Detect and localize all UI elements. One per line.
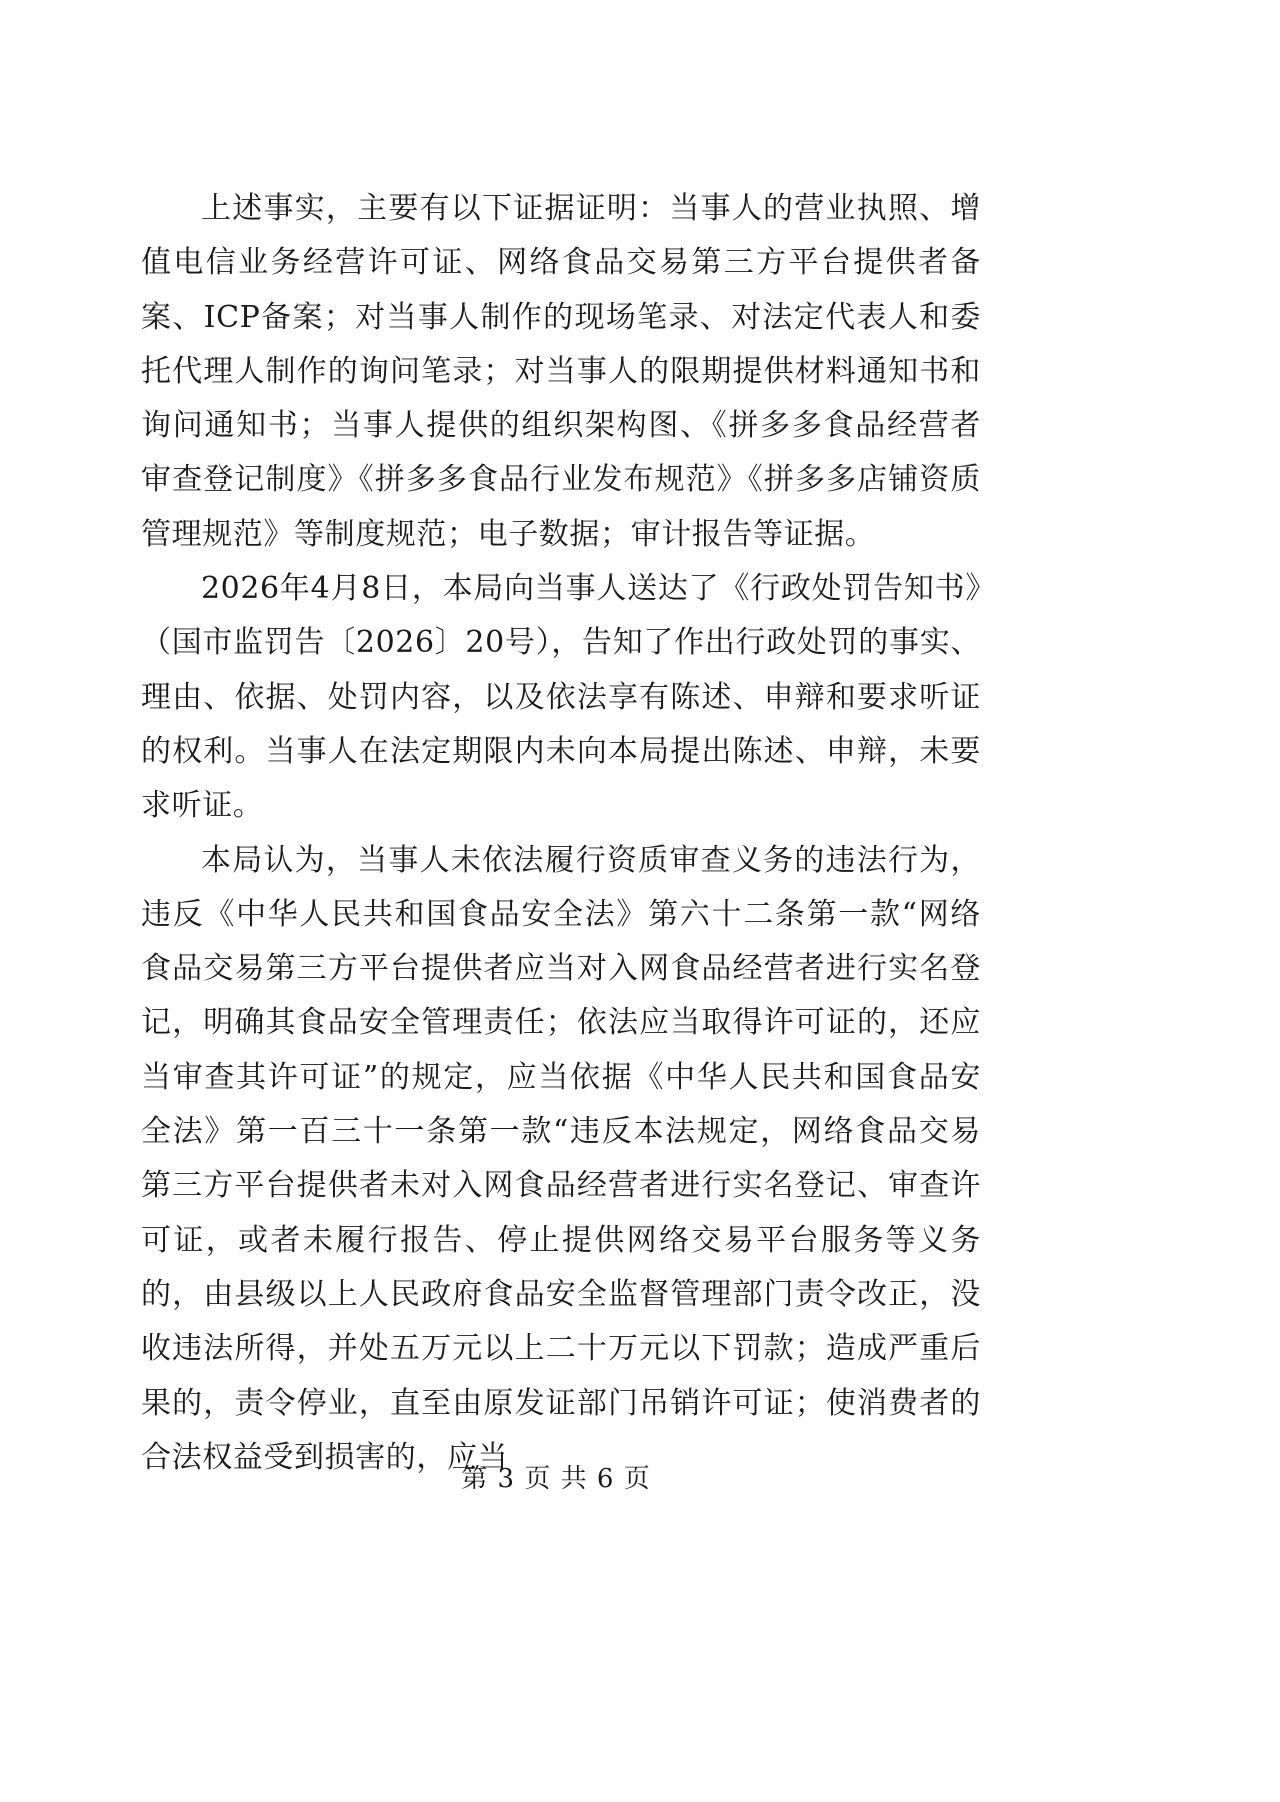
page-number-footer: 第 3 页 共 6 页 xyxy=(461,1464,651,1494)
paragraph-evidence: 上述事实，主要有以下证据证明：当事人的营业执照、增值电信业务经营许可证、网络食品交易第三方平台提供者备案、ICP备案；对当事人制作的现场笔录、对法定代表人和委托代理人制作的询问笔录；对当事人的限期提供材料通知书和询问通知书；当事人提供的组织架构图、《拼多多食品经营者审查登记制度》《拼多多食品行业发布规范》《拼多多店铺资质管理规范》等制度规范；电子数据；审计报告等证据。 xyxy=(141,191,981,552)
paragraph-notification: 2026年4月8日，本局向当事人送达了《行政处罚告知书》（国市监罚告〔2026〕20号），告知了作出行政处罚的事实、理由、依据、处罚内容，以及依法享有陈述、申辩和要求听证的权利。当事人在法定期限内未向本局提出陈述、申辩，未要求听证。 xyxy=(141,571,981,824)
paragraph-legal-analysis: 本局认为，当事人未依法履行资质审查义务的违法行为，违反《中华人民共和国食品安全法》第六十二条第一款“网络食品交易第三方平台提供者应当对入网食品经营者进行实名登记，明确其食品安全管理责任；依法应当取得许可证的，还应当审查其许可证”的规定，应当依据《中华人民共和国食品安全法》第一百三十一条第一款“违反本法规定，网络食品交易第三方平台提供者未对入网食品经营者进行实名登记、审查许可证，或者未履行报告、停止提供网络交易平台服务等义务的，由县级以上人民政府食品安全监督管理部门责令改正，没收违法所得，并处五万元以上二十万元以下罚款；造成严重后果的，责令停业，直至由原发证部门吊销许可证；使消费者的合法权益受到损害的，应当 xyxy=(141,842,981,1475)
document-body xyxy=(141,182,981,1485)
